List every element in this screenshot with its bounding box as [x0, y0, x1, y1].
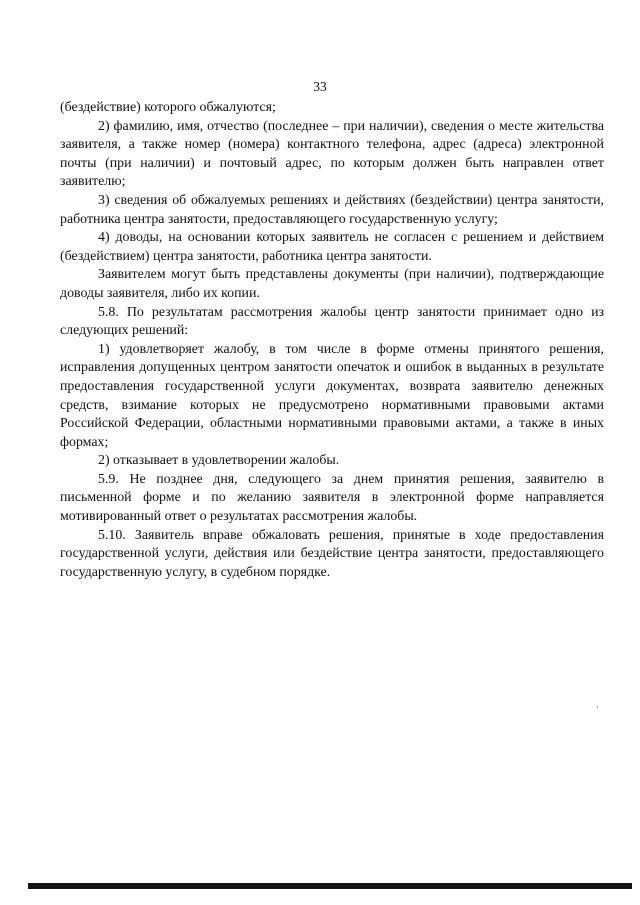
- paragraph-5-10: 5.10. Заявитель вправе обжаловать решения, принятые в ходе предоставления государственной услуги, действия или бездействие центра занятости, предоставляющего государственную услугу, в судебном порядке.: [60, 527, 604, 580]
- paragraph-item-4: 4) доводы, на основании которых заявитель не согласен с решением и действием (бездействием) центра занятости, работника центра занятости.: [60, 230, 604, 264]
- paragraph-item-2: 2) фамилию, имя, отчество (последнее – при наличии), сведения о месте жительства заявителя, а также номер (номера) контактного телефона, адрес (адреса) электронной почты (при наличии) и почтовый адрес, по которым должен быть направлен ответ заявителю;: [60, 118, 604, 190]
- page-number: 33: [313, 79, 327, 94]
- paragraph-decision-1: 1) удовлетворяет жалобу, в том числе в форме отмены принятого решения, исправления допущенных центром занятости опечаток и ошибок в выданных в результате предоставления государственной услуги документах, возврата заявителю денежных средств, взимание которых не предусмотрено нормативными правовыми актами Российской Федерации, областными нормативными правовыми актами, а также в иных формах;: [60, 341, 604, 450]
- scan-speck: [597, 706, 598, 708]
- document-body: [60, 99, 604, 582]
- paragraph-item-3: 3) сведения об обжалуемых решениях и действиях (бездействии) центра занятости, работника центра занятости, предоставляющего государственную услугу;: [60, 192, 604, 227]
- paragraph-5-9: 5.9. Не позднее дня, следующего за днем принятия решения, заявителю в письменной форме и по желанию заявителя в электронной форме направляется мотивированный ответ о результатах рассмотрения жалобы.: [60, 471, 604, 525]
- paragraph-documents: Заявителем могут быть представлены документы (при наличии), подтверждающие доводы заявителя, либо их копии.: [60, 267, 604, 301]
- paragraph-continuation: (бездействие) которого обжалуются;: [60, 100, 276, 115]
- paragraph-decision-2: 2) отказывает в удовлетворении жалобы.: [98, 453, 340, 469]
- paragraph-5-8: 5.8. По результатам рассмотрения жалобы центр занятости принимает одно из следующих решений:: [60, 304, 604, 339]
- scan-edge-bar: [28, 883, 632, 889]
